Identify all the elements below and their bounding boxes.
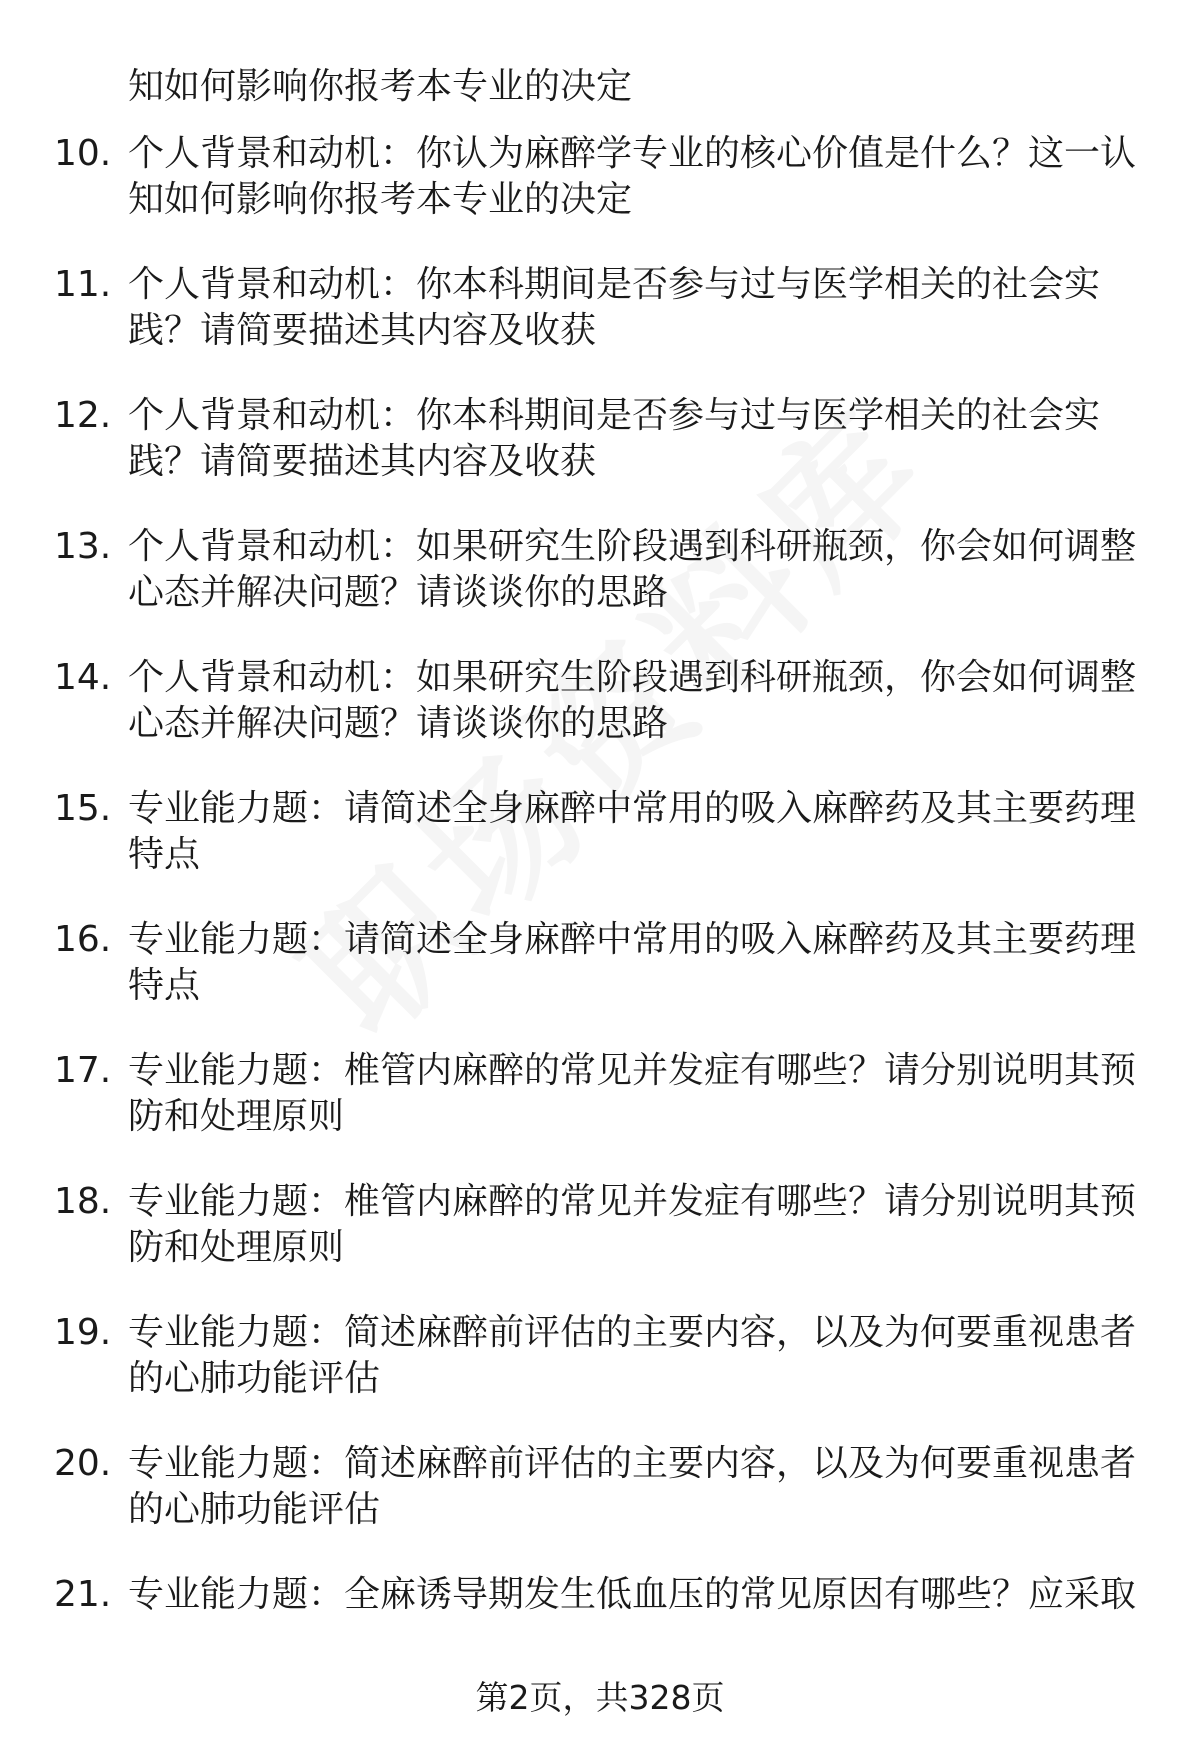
question-text-line: 专业能力题：全麻诱导期发生低血压的常见原因有哪些？应采取 [128,1574,1137,1615]
question-number: 17. [54,1050,112,1091]
question-text-line: 防和处理原则 [128,1227,345,1268]
question-number: 16. [54,919,112,960]
question-text-line: 特点 [128,834,201,875]
question-text-line: 专业能力题：椎管内麻醉的常见并发症有哪些？请分别说明其预 [128,1181,1137,1222]
question-text-line: 专业能力题：请简述全身麻醉中常用的吸入麻醉药及其主要药理 [128,919,1137,960]
question-text-line: 的心肺功能评估 [128,1489,381,1530]
continued-question-text: 知如何影响你报考本专业的决定 [128,66,633,107]
question-text-line: 专业能力题：简述麻醉前评估的主要内容，以及为何要重视患者 [128,1443,1137,1484]
question-number: 15. [54,788,112,829]
question-text-line: 个人背景和动机：如果研究生阶段遇到科研瓶颈，你会如何调整 [128,657,1137,698]
question-text-line: 个人背景和动机：如果研究生阶段遇到科研瓶颈，你会如何调整 [128,526,1137,567]
question-text-line: 特点 [128,965,201,1006]
question-number: 14. [54,657,112,698]
question-number: 19. [54,1312,112,1353]
question-number: 20. [54,1443,112,1484]
question-number: 13. [54,526,112,567]
question-text-line: 践？请简要描述其内容及收获 [128,441,597,482]
question-text-line: 心态并解决问题？请谈谈你的思路 [128,703,669,744]
question-text-line: 心态并解决问题？请谈谈你的思路 [128,572,669,613]
question-text-line: 专业能力题：椎管内麻醉的常见并发症有哪些？请分别说明其预 [128,1050,1137,1091]
question-text-line: 践？请简要描述其内容及收获 [128,310,597,351]
question-text-line: 知如何影响你报考本专业的决定 [128,179,633,220]
question-number: 21. [54,1574,112,1615]
question-number: 11. [54,264,112,305]
question-number: 18. [54,1181,112,1222]
question-text-line: 个人背景和动机：你本科期间是否参与过与医学相关的社会实 [128,395,1101,436]
question-text-line: 专业能力题：请简述全身麻醉中常用的吸入麻醉药及其主要药理 [128,788,1137,829]
question-text-line: 的心肺功能评估 [128,1358,381,1399]
question-text-line: 防和处理原则 [128,1096,345,1137]
question-text-line: 个人背景和动机：你本科期间是否参与过与医学相关的社会实 [128,264,1101,305]
question-text-line: 个人背景和动机：你认为麻醉学专业的核心价值是什么？这一认 [128,133,1137,174]
question-number: 12. [54,395,112,436]
page-number-footer: 第2页，共328页 [475,1678,725,1717]
question-number: 10. [54,133,112,174]
question-text-line: 专业能力题：简述麻醉前评估的主要内容，以及为何要重视患者 [128,1312,1137,1353]
